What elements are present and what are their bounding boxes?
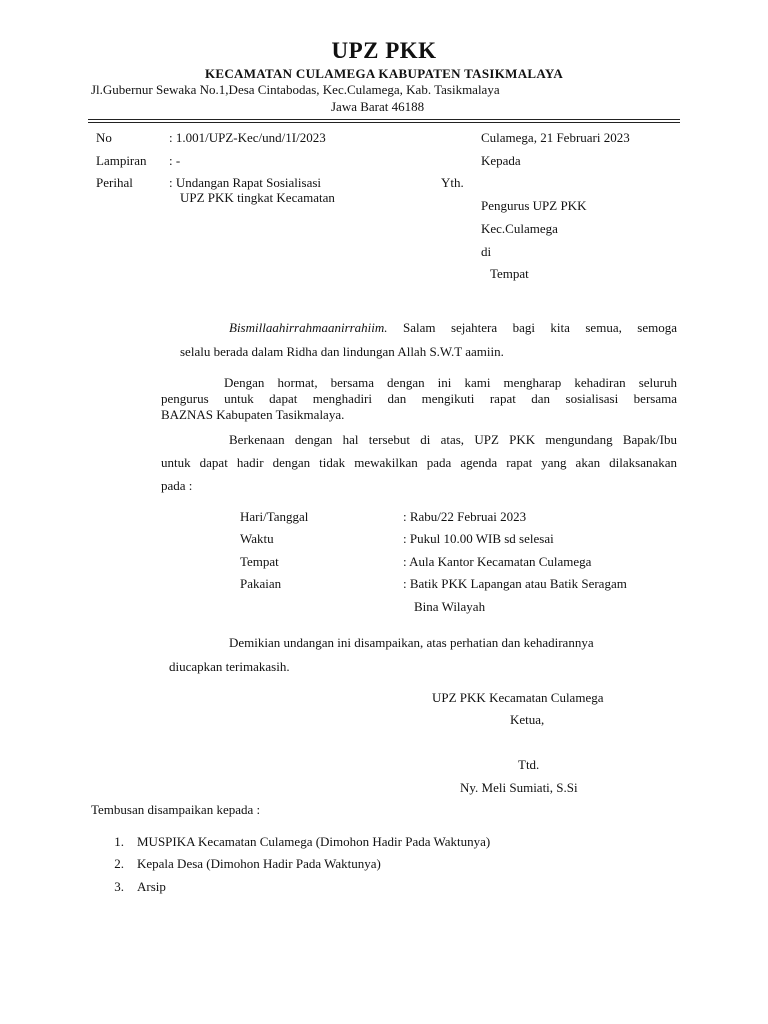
agenda-dress-value: : Batik PKK Lapangan atau Batik Seragam (403, 576, 627, 591)
paragraph-intro-line1: Dengan hormat, bersama dengan ini kami mengharap kehadiran seluruh (224, 375, 677, 390)
letterhead-subtitle: KECAMATAN CULAMEGA KABUPATEN TASIKMALAYA (204, 66, 564, 81)
recipient-name: Pengurus UPZ PKK (481, 198, 587, 213)
agenda-date-value: : Rabu/22 Februai 2023 (403, 509, 527, 524)
meta-no-value: : 1.001/UPZ-Kec/und/1I/2023 (169, 130, 326, 145)
meta-lampiran-value: : - (169, 153, 181, 168)
letter-date: Culamega, 21 Februari 2023 (481, 130, 630, 145)
letterhead-divider-bottom (88, 122, 680, 123)
closing-line2: diucapkan terimakasih. (169, 659, 290, 674)
agenda-place-label: Tempat (240, 554, 279, 569)
tembusan-heading: Tembusan disampaikan kepada : (91, 802, 261, 817)
agenda-dress-label: Pakaian (240, 576, 282, 591)
meta-no-label: No (96, 130, 112, 145)
meta-perihal-label: Perihal (96, 175, 133, 190)
meta-perihal-value-line1: : Undangan Rapat Sosialisasi (169, 175, 322, 190)
letterhead-address-line1: Jl.Gubernur Sewaka No.1,Desa Cintabodas, Kec.Culamega, Kab. Tasikmalaya (91, 82, 500, 97)
paragraph-opening-line2: selalu berada dalam Ridha dan lindungan Allah S.W.T aamiin. (180, 344, 504, 359)
tembusan-item-number: 1. (114, 834, 124, 849)
recipient-kepada: Kepada (481, 153, 521, 168)
letterhead-divider-top (88, 119, 680, 120)
tembusan-item: Arsip (137, 879, 166, 894)
paragraph-invitation-line2: untuk dapat hadir dengan tidak mewakilkan pada agenda rapat yang akan dilaksanakan (161, 455, 677, 470)
letterhead-title: UPZ PKK (331, 38, 437, 63)
paragraph-opening-line1 (229, 320, 677, 336)
agenda-time-value: : Pukul 10.00 WIB sd selesai (403, 531, 554, 546)
agenda-dress-value-line2: Bina Wilayah (414, 599, 486, 614)
recipient-org: Kec.Culamega (481, 221, 558, 236)
opening-bismillah: Bismillaahirrahmaanirrahiim. (229, 320, 388, 335)
letterhead-address-line2: Jawa Barat 46188 (331, 99, 425, 114)
signature-org: UPZ PKK Kecamatan Culamega (432, 690, 604, 705)
closing-line1: Demikian undangan ini disampaikan, atas perhatian dan kehadirannya (229, 635, 594, 650)
meta-lampiran-label: Lampiran (96, 153, 147, 168)
agenda-time-label: Waktu (240, 531, 274, 546)
tembusan-item-number: 2. (114, 856, 124, 871)
signature-name: Ny. Meli Sumiati, S.Si (460, 780, 578, 795)
meta-perihal-value-line2: UPZ PKK tingkat Kecamatan (180, 190, 335, 205)
signature-role: Ketua, (510, 712, 545, 727)
recipient-yth: Yth. (441, 175, 464, 190)
paragraph-intro-line2: pengurus untuk dapat menghadiri dan mengikuti rapat dan sosialisasi bersama (161, 391, 677, 406)
agenda-date-label: Hari/Tanggal (240, 509, 309, 524)
recipient-place: Tempat (490, 266, 529, 281)
agenda-place-value: : Aula Kantor Kecamatan Culamega (403, 554, 592, 569)
paragraph-invitation-line3: pada : (161, 478, 193, 493)
paragraph-intro-line3: BAZNAS Kabupaten Tasikmalaya. (161, 407, 345, 422)
tembusan-item: MUSPIKA Kecamatan Culamega (Dimohon Hadir Pada Waktunya) (137, 834, 491, 849)
opening-greeting: Salam sejahtera bagi kita semua, semoga (403, 320, 677, 335)
signature-ttd: Ttd. (518, 757, 540, 772)
paragraph-invitation-line1: Berkenaan dengan hal tersebut di atas, UPZ PKK mengundang Bapak/Ibu (229, 432, 677, 447)
recipient-di: di (481, 244, 492, 259)
tembusan-item: Kepala Desa (Dimohon Hadir Pada Waktunya) (137, 856, 381, 871)
tembusan-item-number: 3. (114, 879, 124, 894)
